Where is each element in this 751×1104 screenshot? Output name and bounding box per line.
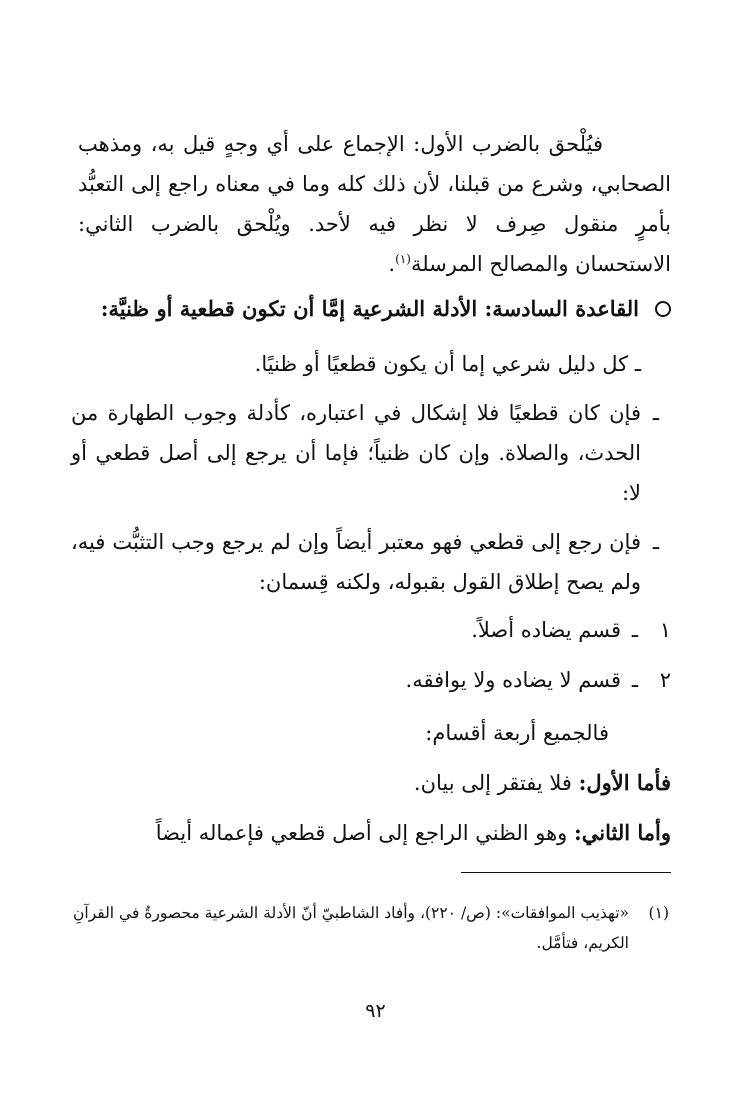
footnote-text: «تهذيب الموافقات»: (ص/ ٢٢٠)، وأفاد الشاطبيّ أنّ الأدلة الشرعية محصورةٌ في القرآنِ الكريم، فتأمَّل.: [73, 904, 629, 952]
four-categories-line: فالجميع أربعة أقسام:: [425, 721, 609, 745]
second-text: وهو الظني الراجع إلى أصل قطعي فإعماله أيضاً: [155, 821, 568, 845]
list-item-definitive: [71, 393, 671, 513]
circle-bullet-icon: [655, 301, 671, 317]
item-number: ١: [659, 618, 671, 642]
list-item-text: فإن كان قطعيًا فلا إشكال في اعتباره، كأدلة وجوب الطهارة من الحدث، والصلاة. وإن كان ظنياً؛ فإما أن يرجع إلى أصل قطعي أو لا:: [71, 401, 641, 505]
dash-bullet: ـ: [652, 530, 660, 554]
list-item-text: فإن رجع إلى قطعي فهو معتبر أيضاً وإن لم يرجع وجب التثبُّت فيه، ولم يصح إطلاق القول بقبوله، ولكنه قِسمان:: [71, 530, 641, 594]
intro-paragraph: [78, 124, 671, 284]
dash-bullet: ـ: [652, 401, 660, 425]
item-separator: ـ: [631, 618, 639, 642]
first-text: فلا يفتقر إلى بيان.: [413, 771, 572, 795]
footnote-marker: (١): [648, 904, 669, 922]
first-lead: فأما الأول:: [578, 770, 671, 795]
numbered-item-1: [171, 610, 671, 650]
footnote-divider: [461, 872, 671, 873]
intro-end: .: [388, 252, 396, 276]
numbered-item-2: [171, 660, 671, 700]
first-category-line: [271, 763, 671, 803]
intro-text: فيُلْحق بالضرب الأول: الإجماع على أي وجهٍ قيل به، ومذهب الصحابي، وشرع من قبلنا، لأن ذلك كله وما في معناه راجع إلى التعبُّد بأمرٍ منقول صِرف لا نظر فيه لأحد. ويُلْحق بالضرب الثاني: الاستحسان والمصالح المرسلة: [78, 132, 671, 276]
item-text: قسم يضاده أصلاً.: [471, 618, 621, 642]
second-lead: وأما الثاني:: [573, 820, 671, 845]
item-separator: ـ: [631, 668, 639, 692]
rule-heading-text: القاعدة السادسة: الأدلة الشرعية إمَّا أن تكون قطعية أو ظنيَّة:: [100, 296, 639, 321]
footnote: [69, 898, 669, 958]
page-number: ٩٢: [365, 1000, 386, 1022]
footnote-reference[interactable]: (١): [395, 252, 411, 266]
rule-heading: [71, 289, 671, 329]
list-item-presumptive: [71, 522, 671, 602]
statement-all-evidence: ـ كل دليل شرعي إما أن يكون قطعيًا أو ظنيًا.: [254, 352, 641, 376]
item-number: ٢: [659, 668, 671, 692]
second-category-line: [71, 813, 671, 853]
item-text: قسم لا يضاده ولا يوافقه.: [405, 668, 621, 692]
